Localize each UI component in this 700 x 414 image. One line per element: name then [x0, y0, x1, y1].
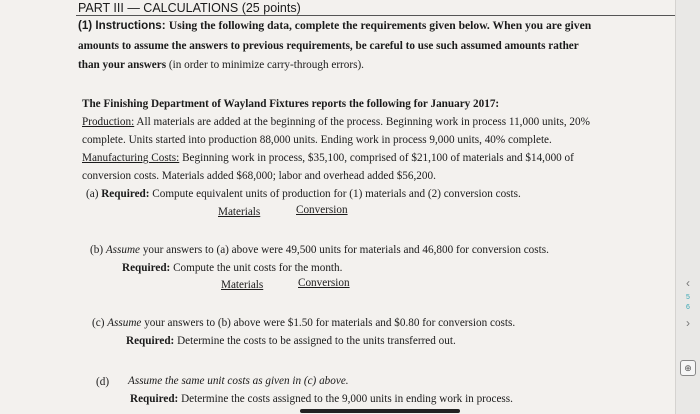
part-d-assume: Assume the same unit costs as given in (c) above. [128, 375, 349, 387]
production-line-1: Production: All materials are added at the beginning of the process. Beginning work in process 11,000 units, 20% [82, 116, 590, 128]
instructions-number: (1) [78, 19, 93, 32]
part-b-col-conversion: Conversion [298, 277, 350, 289]
instructions-text-1: Using the following data, complete the requirements given below. When you are given [168, 19, 592, 32]
part-a-required: (a) Required: Compute equivalent units of production for (1) materials and (2) conversion costs. [86, 188, 521, 200]
bottom-scroll-indicator [300, 409, 460, 413]
chevron-down-icon[interactable]: › [686, 316, 690, 330]
production-label: Production: [82, 116, 135, 128]
part-b-col-materials: Materials [221, 279, 264, 291]
part-b-assume: (b) Assume your answers to (a) above were 49,500 units for materials and 46,800 for conversion costs. [90, 244, 549, 256]
part-b-required: Required: Compute the unit costs for the month. [122, 262, 343, 274]
part-a-col-materials: Materials [218, 206, 261, 218]
part-a-col-conversion: Conversion [296, 204, 348, 216]
right-sidebar [675, 0, 700, 414]
part-c-required: Required: Determine the costs to be assigned to the units transferred out. [126, 335, 456, 347]
add-icon[interactable]: ⊕ [680, 360, 696, 376]
part-title: PART III — CALCULATIONS (25 points) [78, 1, 301, 15]
instructions-line-1 [78, 19, 591, 33]
mfg-costs-line-2: conversion costs. Materials added $68,000; labor and overhead added $56,200. [82, 170, 436, 182]
instructions-line-3: than your answers (in order to minimize carry-through errors). [78, 59, 364, 71]
page-number-6[interactable]: 6 [686, 304, 690, 311]
part-d-prefix: (d) [96, 376, 110, 388]
part-c-assume: (c) Assume your answers to (b) above were $1.50 for materials and $0.80 for conversion costs. [92, 317, 516, 329]
page-number-5[interactable]: 5 [686, 294, 690, 301]
part-d-required: Required: Determine the costs assigned to the 9,000 units in ending work in process. [130, 393, 513, 405]
instructions-label: Instructions: [95, 19, 166, 32]
production-line-2: complete. Units started into production 88,000 units. Ending work in process 9,000 units, 40% complete. [82, 134, 552, 146]
mfg-costs-line-1: Manufacturing Costs: Beginning work in process, $35,100, comprised of $21,100 of materials and $14,000 of [82, 152, 574, 164]
instructions-line-2: amounts to assume the answers to previous requirements, be careful to use such assumed amounts rather [78, 40, 579, 52]
mfg-costs-label: Manufacturing Costs: [82, 152, 180, 164]
problem-intro: The Finishing Department of Wayland Fixtures reports the following for January 2017: [82, 98, 500, 110]
chevron-up-icon[interactable]: ‹ [686, 276, 690, 290]
header-rule [76, 15, 676, 16]
